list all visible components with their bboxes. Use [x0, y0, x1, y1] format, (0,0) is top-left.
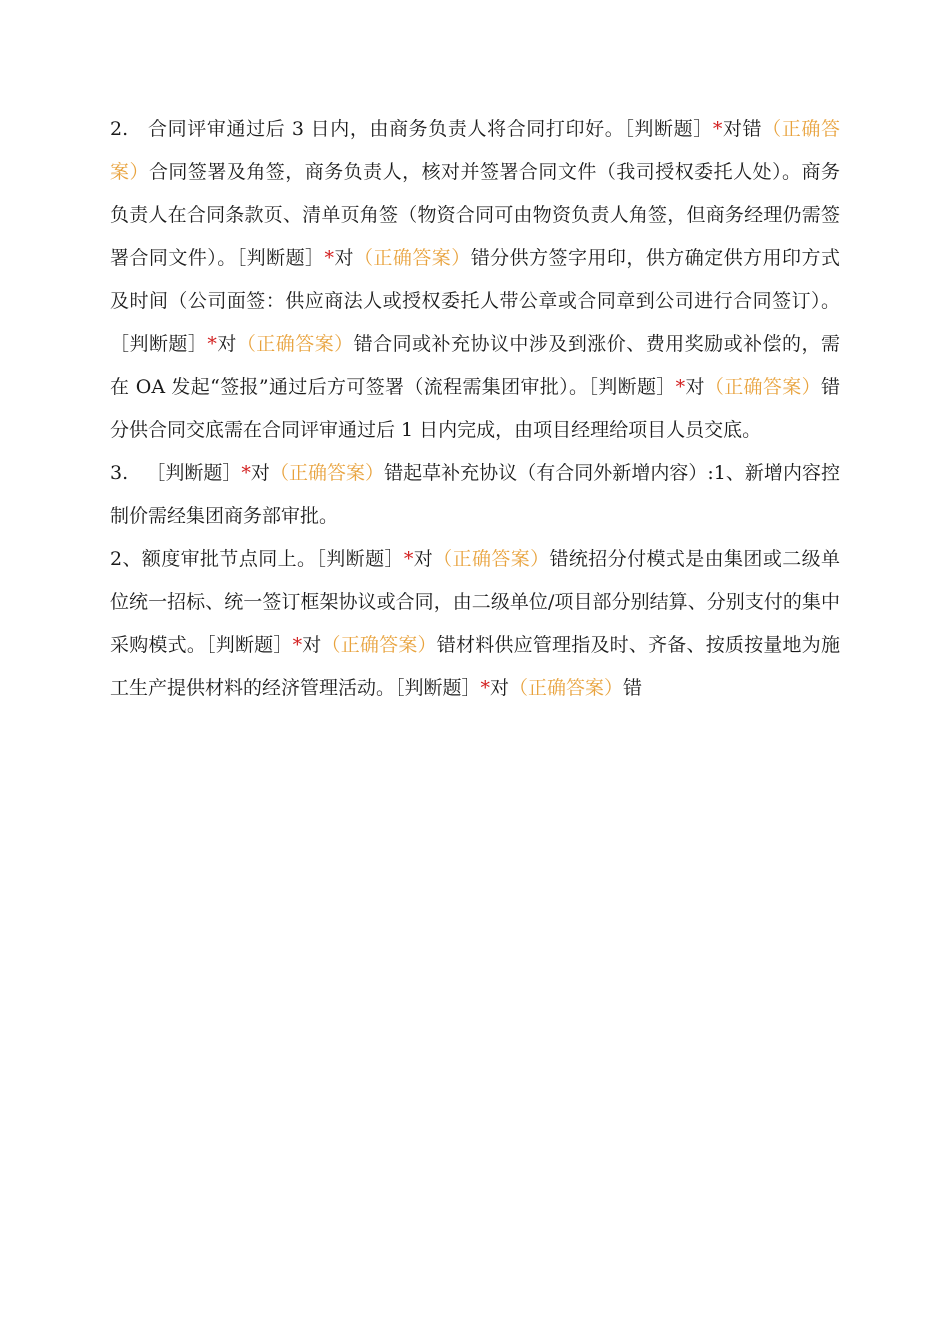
- correct-answer-tag: （正确答案）: [509, 677, 624, 699]
- text-run: 对: [490, 677, 510, 699]
- text-run: 对: [302, 634, 322, 656]
- text-run: 2、额度审批节点同上。［判断题］: [110, 548, 404, 570]
- correct-answer-tag: （正确答案）: [321, 634, 437, 656]
- text-run: 对: [250, 462, 270, 484]
- required-asterisk: *: [675, 376, 686, 398]
- text-run: 错分供合同交底需在合同评审通过后 1 日内完成，由项目经理给项目人员交底。: [110, 376, 840, 441]
- paragraph-item-3: [110, 452, 840, 538]
- text-run: 2. 合同评审通过后 3 日内，由商务负责人将合同打印好。［判断题］: [110, 118, 713, 140]
- correct-answer-tag: （正确答案）: [433, 548, 550, 570]
- text-run: 对错: [722, 118, 763, 140]
- required-asterisk: *: [292, 634, 303, 656]
- correct-answer-tag: （正确答案）: [269, 462, 385, 484]
- text-run: 错分供方签字用印，供方确定供方用印方式及时间（公司面签：供应商法人或授权委托人带公章或合同章到公司进行合同签订）。［判断题］: [110, 247, 840, 355]
- correct-answer-tag: （正确答案）: [236, 333, 354, 355]
- text-run: 错: [623, 677, 643, 699]
- text-run: 错材料供应管理指及时、齐备、按质按量地为施工生产提供材料的经济管理活动。［判断题］: [110, 634, 840, 699]
- required-asterisk: *: [480, 677, 491, 699]
- document-body: [110, 108, 840, 710]
- required-asterisk: *: [403, 548, 414, 570]
- text-run: 3. ［判断题］: [110, 462, 242, 484]
- text-run: 错起草补充协议（有合同外新增内容）:1、新增内容控制价需经集团商务部审批。: [110, 462, 840, 527]
- correct-answer-tag: （正确答案）: [110, 118, 840, 183]
- text-run: 错合同或补充协议中涉及到涨价、费用奖励或补偿的，需在 OA 发起“签报”通过后方可签署（流程需集团审批）。［判断题］: [110, 333, 840, 398]
- text-run: 错统招分付模式是由集团或二级单位统一招标、统一签订框架协议或合同，由二级单位/项目部分别结算、分别支付的集中采购模式。［判断题］: [110, 548, 840, 656]
- required-asterisk: *: [712, 118, 723, 140]
- text-run: 对: [685, 376, 705, 398]
- required-asterisk: *: [324, 247, 335, 269]
- required-asterisk: *: [241, 462, 251, 484]
- text-run: 对: [216, 333, 237, 355]
- correct-answer-tag: （正确答案）: [704, 376, 821, 398]
- correct-answer-tag: （正确答案）: [353, 247, 471, 269]
- text-run: 对: [334, 247, 354, 269]
- required-asterisk: *: [207, 333, 217, 355]
- text-run: 对: [413, 548, 434, 570]
- text-run: 合同签署及角签，商务负责人，核对并签署合同文件（我司授权委托人处）。商务负责人在合同条款页、清单页角签（物资合同可由物资负责人角签，但商务经理仍需签署合同文件）。［判断题］: [110, 161, 840, 269]
- paragraph-item-2: [110, 108, 840, 452]
- paragraph-approval-node: [110, 538, 840, 710]
